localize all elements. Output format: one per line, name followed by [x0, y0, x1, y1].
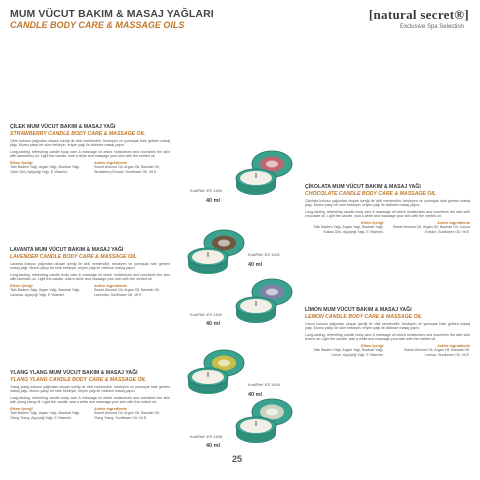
page-header-title: MUM VÜCUT BAKIM & MASAJ YAĞLARI — [10, 8, 214, 20]
ingredients-tr-heading: Etken İçeriği — [10, 406, 33, 411]
product-desc-en: Long-lasting, refreshing candle body care & massage oil which moisturises and nourishes the skin with lavender oil. Light the candle, wait a while and massage your skin with the melted oil. — [10, 272, 170, 282]
product-ylang-ylang — [10, 370, 170, 420]
product-desc-tr: Ylang ylang kokusu yağından oluşan içeriği ile cildi nemlendirir, besleyen ve yumuşak hale getiren masaj yağı. Mumu yakıp bir süre bekleyin, eriyen yağı ile cildinize masaj yapın. — [10, 385, 170, 394]
product-volume: 40 ml — [206, 198, 221, 204]
ingredients-tr-heading: Etken İçeriği — [10, 160, 33, 165]
product-code: Kod/Ref: ES 1404 — [248, 382, 281, 387]
ingredients-tr-heading: Etken İçeriği — [360, 220, 384, 225]
ingredients-en-heading: Active Ingredients — [94, 406, 127, 411]
product-code: Kod/Ref: ES 1402 — [190, 312, 223, 317]
lavender-candle-tin-image — [228, 262, 298, 332]
ingredients-en-heading: Active Ingredients — [437, 220, 470, 225]
ingredients-en: Sweet Almond Oil, Argan Oil, Baobab Oil, Cocoa Extract, Sunflower Oil, Vit E. — [392, 225, 470, 234]
ingredients-en-heading: Active Ingredients — [94, 160, 127, 165]
product-strawberry — [10, 124, 170, 174]
product-chocolate — [305, 184, 470, 234]
product-title-tr: YLANG YLANG MUM VÜCUT BAKIM & MASAJ YAĞI — [10, 370, 138, 376]
product-volume: 40 ml — [248, 262, 263, 268]
ingredients-tr-heading: Etken İçeriği — [360, 343, 384, 348]
product-title-en: LAVENDER CANDLE BODY CARE & MASSAGE OIL — [10, 253, 137, 260]
brand-logo: [natural secret®] — [368, 7, 469, 22]
product-lavender — [10, 247, 170, 297]
ingredients-en: Sweet Almond Oil, Argan Oil, Baobab Oil, Lemon, Sunflower Oil, Vit E. — [404, 348, 470, 357]
product-title-en: YLANG YLANG CANDLE BODY CARE & MASSAGE OIL — [10, 376, 147, 383]
ingredients-tr-heading: Etken İçeriği — [10, 283, 33, 288]
product-desc-tr: Lavanta kokusu yağından oluşan içeriği ile cildi nemlendirir, besleyen ve yumuşak hale getiren masaj yağı. Mumu yakıp bir süre bekleyin, eriyen yağı ile cildinize masaj yapın. — [10, 262, 170, 271]
page-number: 25 — [232, 454, 243, 464]
ingredients-en: Sweet Almond Oil, Argan Oil, Baobab Oil, Ylang Ylang, Sunflower Oil, Vit E. — [94, 411, 160, 420]
ingredients-tr: Tatlı Badem Yağı, Argan Yağı, Baobab Yağı, Ylang Ylang, Ayçiçeği Yağı, E Vitamini. — [10, 411, 80, 420]
product-lemon — [305, 307, 470, 357]
product-code: Kod/Ref: ES 1400 — [190, 188, 223, 193]
product-title-en: STRAWBERRY CANDLE BODY CARE & MASSAGE OIL — [10, 130, 146, 137]
ingredients-tr: Tatlı Badem Yağı, Argan Yağı, Baobab Yağı, Lavanta, Ayçiçeği Yağı, E Vitamini. — [10, 288, 80, 297]
ingredients-en: Sweet Almond Oil, Argan Oil, Baobab Oil, Strawberry Extract, Sunflower Oil, Vit E. — [94, 165, 160, 174]
product-volume: 40 ml — [206, 321, 221, 327]
product-title-en: LEMON CANDLE BODY CARE & MASSAGE OIL — [305, 313, 423, 320]
ingredients-en-heading: Active Ingredients — [437, 343, 470, 348]
product-desc-en: Long-lasting, refreshing candle body care & massage oil which moisturises and nourishes the skin with ylang ylang oil. Light the candle, wait a while and massage your skin with the melted oil. — [10, 395, 170, 405]
ingredients-en: Sweet Almond Oil, Argan Oil, Baobab Oil, Lavender, Sunflower Oil, Vit E. — [94, 288, 160, 297]
ingredients-tr: Tatlı Badem Yağı, Argan Yağı, Baobab Yağı, Limon, Ayçiçeği Yağı, E Vitamini. — [313, 348, 384, 357]
product-code: Kod/Ref: ES 1401 — [248, 252, 281, 257]
product-desc-tr: Çikolata kokusu yağından oluşan içeriği ile cildi nemlendirir, besleyen ve yumuşak hale getiren masaj yağı. Mumu yakıp bir süre bekleyin, eriyen yağı ile cildinize masaj yapın. — [305, 199, 470, 208]
ylang-ylang-candle-tin-image — [228, 382, 298, 452]
ingredients-tr: Tatlı Badem Yağı, Argan Yağı, Baobab Yağı, Çilek Özü, Ayçiçeği Yağı, E Vitamini. — [10, 165, 80, 174]
ingredients-tr: Tatlı Badem Yağı, Argan Yağı, Baobab Yağı, Kakao Özü, Ayçiçeği Yağı, E Vitamini. — [313, 225, 384, 234]
product-desc-en: Long-lasting, refreshing candle body care & massage oil which moisturises and nourishes the skin with lemon oil. Light the candle, wait a while and massage your skin with the melted oil. — [305, 332, 470, 342]
product-desc-tr: Çilek kokusu yağından oluşan içeriği ile cildi nemlendirir, besleyen ve yumuşak hale getiren masaj yağı. Mumu yakıp bir süre bekleyin, eriyen yağı ile cildinize masaj yapın. — [10, 139, 170, 148]
product-title-tr: ÇİKOLATA MUM VÜCUT BAKIM & MASAJ YAĞI — [305, 184, 421, 190]
product-volume: 40 ml — [248, 392, 263, 398]
product-desc-tr: Limon kokusu yağından oluşan içeriği ile cildi nemlendirir, besleyen ve yumuşak hale getiren masaj yağı. Mumu yakıp bir süre bekleyin, eriyen yağı ile cildinize masaj yapın. — [305, 322, 470, 331]
ingredients-en-heading: Active Ingredients — [94, 283, 127, 288]
product-title-en: CHOCOLATE CANDLE BODY CARE & MASSAGE OIL — [305, 190, 436, 197]
product-desc-en: Long-lasting, refreshing candle body care & massage oil which moisturises and nourishes the skin with strawberry oil. Light the candle, wait a while and massage your skin with the melted oil. — [10, 149, 170, 159]
product-title-tr: ÇİLEK MUM VÜCUT BAKIM & MASAJ YAĞI — [10, 124, 116, 130]
strawberry-candle-tin-image — [228, 134, 298, 204]
product-code: Kod/Ref: ES 1405 — [190, 434, 223, 439]
product-volume: 40 ml — [206, 443, 221, 449]
page-header-subtitle: CANDLE BODY CARE & MASSAGE OILS — [10, 20, 185, 30]
product-title-tr: LİMON MUM VÜCUT BAKIM & MASAJ YAĞI — [305, 307, 412, 313]
product-desc-en: Long-lasting, refreshing candle body care & massage oil which moisturises and nourishes the skin with chocolate oil. Light the candle, wait a while and massage your skin with the melted oil. — [305, 209, 470, 219]
brand-tagline: Exclusive Spa Selection — [399, 24, 464, 30]
product-title-tr: LAVANTA MUM VÜCUT BAKIM & MASAJ YAĞI — [10, 247, 124, 253]
